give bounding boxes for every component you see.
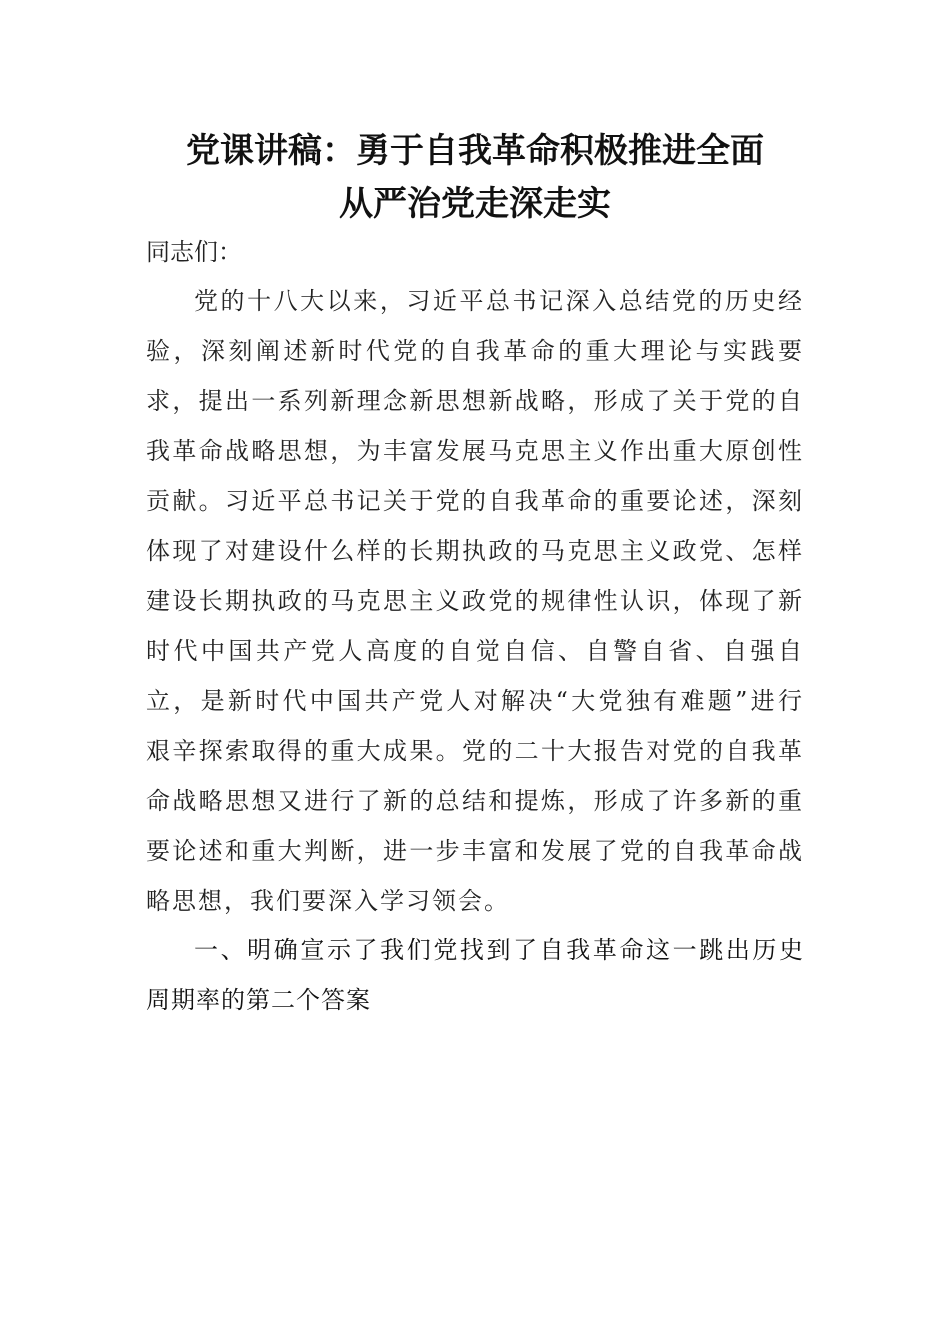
paragraph-line: 党的十八大以来，习近平总书记深入总结党的历史经 [194,287,804,315]
paragraph-line: 我革命战略思想，为丰富发展马克思主义作出重大原创性 [146,437,804,465]
paragraph-line: 略思想，我们要深入学习领会。 [146,887,510,915]
document-title-line-1: 党课讲稿：勇于自我革命积极推进全面 [186,131,764,171]
paragraph-line: 要论述和重大判断，进一步丰富和发展了党的自我革命战 [146,837,804,865]
document-title-line-2: 从严治党走深走实 [339,184,611,224]
paragraph-line: 建设长期执政的马克思主义政党的规律性认识，体现了新 [146,587,804,615]
section-heading-line: 一、明确宣示了我们党找到了自我革命这一跳出历史 [194,936,804,964]
paragraph-line: 立，是新时代中国共产党人对解决“大党独有难题”进行 [146,687,804,715]
paragraph-line: 艰辛探索取得的重大成果。党的二十大报告对党的自我革 [146,737,804,765]
paragraph-line: 求，提出一系列新理念新思想新战略，形成了关于党的自 [146,387,804,415]
section-heading-1 [146,925,804,1025]
paragraph-line: 时代中国共产党人高度的自觉自信、自警自省、自强自 [146,637,804,665]
paragraph-line: 贡献。习近平总书记关于党的自我革命的重要论述，深刻 [146,487,804,515]
paragraph-line: 验，深刻阐述新时代党的自我革命的重大理论与实践要 [146,337,804,365]
paragraph-1 [146,276,804,926]
paragraph-line: 命战略思想又进行了新的总结和提炼，形成了许多新的重 [146,787,804,815]
section-heading-line: 周期率的第二个答案 [146,986,371,1014]
salutation: 同志们： [146,238,242,266]
paragraph-line: 体现了对建设什么样的长期执政的马克思主义政党、怎样 [146,537,804,565]
